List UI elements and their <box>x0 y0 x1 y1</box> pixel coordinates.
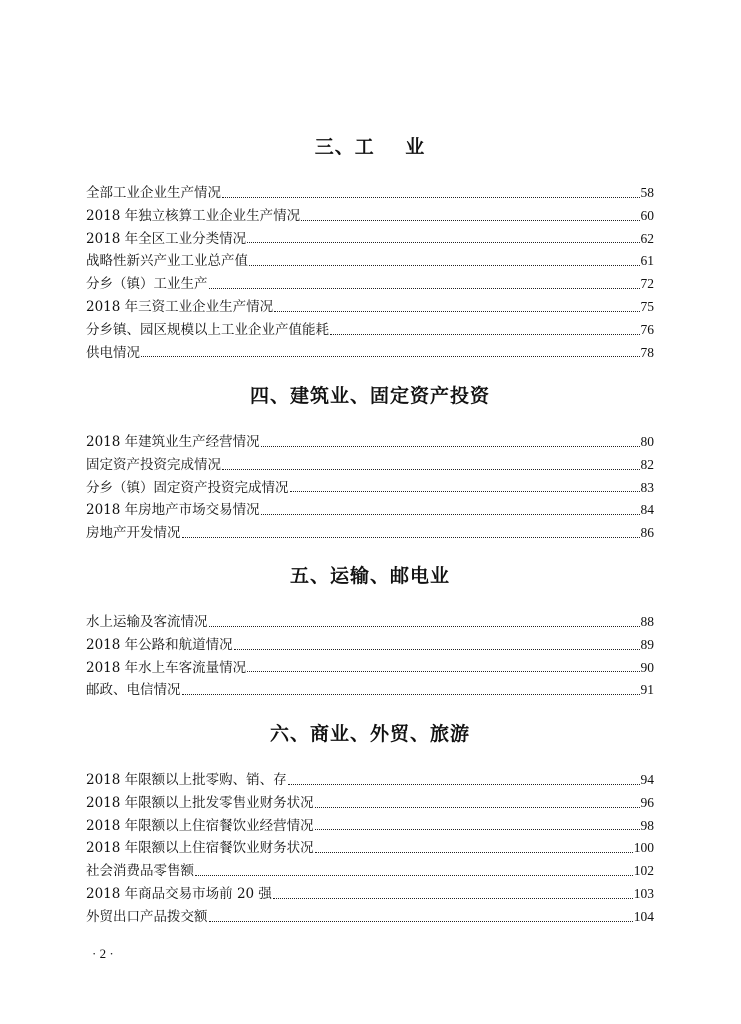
toc-entry-label: 房地产开发情况 <box>86 525 181 542</box>
page-number: · 2 · <box>92 946 114 961</box>
toc-entry-page: 100 <box>633 840 654 856</box>
toc-entry-label: 2018 年三资工业企业生产情况 <box>86 298 274 315</box>
toc-entry-label: 供电情况 <box>86 344 140 361</box>
dot-leader <box>234 649 640 650</box>
toc-entry-page: 94 <box>640 772 654 787</box>
dot-leader <box>261 446 640 447</box>
toc-entries <box>86 611 654 702</box>
toc-entry-label: 2018 年限额以上住宿餐饮业经营情况 <box>86 817 314 834</box>
toc-section-commerce <box>86 721 654 929</box>
dot-leader <box>315 829 640 830</box>
dot-leader <box>273 898 633 899</box>
toc-entry-page: 90 <box>640 659 654 675</box>
toc-entry-page: 89 <box>640 636 654 652</box>
dot-leader <box>288 784 640 785</box>
toc-entry-label: 2018 年限额以上住宿餐饮业财务状况 <box>86 840 314 857</box>
dot-leader <box>330 334 640 335</box>
dot-leader <box>222 469 640 470</box>
toc-entries <box>86 431 654 545</box>
dot-leader <box>315 807 640 808</box>
toc-entry-label: 外贸出口产品拨交额 <box>86 908 208 925</box>
toc-entry-page: 83 <box>640 479 654 495</box>
toc-entry[interactable] <box>86 657 654 680</box>
toc-entry[interactable] <box>86 522 654 545</box>
toc-entry-label: 2018 年建筑业生产经营情况 <box>86 434 260 450</box>
toc-entry-page: 103 <box>633 885 654 901</box>
dot-leader <box>182 537 640 538</box>
toc-entry[interactable] <box>86 319 654 342</box>
toc-entry-page: 88 <box>640 614 654 629</box>
toc-section-construction <box>86 383 654 545</box>
toc-entry[interactable] <box>86 454 654 477</box>
toc-entry-page: 62 <box>640 230 654 246</box>
toc-entry-page: 80 <box>640 434 654 449</box>
toc-entry-label: 分乡（镇）固定资产投资完成情况 <box>86 479 289 496</box>
toc-entry-label: 2018 年公路和航道情况 <box>86 636 233 653</box>
toc-entry[interactable] <box>86 906 654 929</box>
toc-entry[interactable] <box>86 611 654 634</box>
dot-leader <box>182 694 640 695</box>
toc-entry[interactable] <box>86 860 654 883</box>
toc-entry[interactable] <box>86 499 654 522</box>
toc-entry-page: 98 <box>640 817 654 833</box>
toc-entry-label: 全部工业企业生产情况 <box>86 185 221 201</box>
toc-entry[interactable] <box>86 679 654 702</box>
dot-leader <box>141 356 640 357</box>
dot-leader <box>209 921 633 922</box>
toc-entries <box>86 182 654 364</box>
toc-entry[interactable] <box>86 837 654 860</box>
dot-leader <box>247 242 639 243</box>
toc-entry-page: 104 <box>633 908 654 924</box>
toc-entry-label: 2018 年房地产市场交易情况 <box>86 502 260 519</box>
toc-entry[interactable] <box>86 815 654 838</box>
dot-leader <box>247 671 639 672</box>
toc-entry[interactable] <box>86 273 654 296</box>
toc-entry[interactable] <box>86 634 654 657</box>
toc-entry-page: 84 <box>640 502 654 518</box>
dot-leader <box>274 311 639 312</box>
toc-entries <box>86 769 654 929</box>
toc-entry[interactable] <box>86 296 654 319</box>
toc-entry[interactable] <box>86 342 654 365</box>
toc-entry[interactable] <box>86 883 654 906</box>
dot-leader <box>315 852 633 853</box>
toc-entry-page: 61 <box>640 253 654 269</box>
toc-entry-label: 固定资产投资完成情况 <box>86 456 221 473</box>
dot-leader <box>301 220 639 221</box>
toc-entry[interactable] <box>86 205 654 228</box>
toc-entry-page: 60 <box>640 207 654 223</box>
toc-section-transport <box>86 563 654 702</box>
section-title: 六、商业、外贸、旅游 <box>269 723 470 745</box>
dot-leader <box>222 197 640 198</box>
toc-entry[interactable] <box>86 228 654 251</box>
dot-leader <box>209 626 640 627</box>
dot-leader <box>261 514 640 515</box>
toc-entry-label: 2018 年限额以上批发零售业财务状况 <box>86 794 314 811</box>
toc-entry-label: 2018 年独立核算工业企业生产情况 <box>86 207 301 224</box>
toc-entry[interactable] <box>86 792 654 815</box>
dot-leader <box>249 265 640 266</box>
toc-entry-page: 91 <box>640 682 654 698</box>
toc-entry-label: 分乡镇、园区规模以上工业企业产值能耗 <box>86 321 329 338</box>
toc-entry[interactable] <box>86 769 654 792</box>
toc-entry-label: 社会消费品零售额 <box>86 863 194 880</box>
section-title: 三、工 业 <box>314 136 426 158</box>
toc-entry-page: 58 <box>640 185 654 200</box>
toc-entry-page: 76 <box>640 321 654 337</box>
dot-leader <box>195 875 633 876</box>
toc-entry-page: 86 <box>640 525 654 541</box>
dot-leader <box>209 288 640 289</box>
toc-entry-page: 75 <box>640 298 654 314</box>
toc-entry[interactable] <box>86 431 654 454</box>
section-title: 五、运输、邮电业 <box>289 565 450 587</box>
toc-entry-label: 2018 年水上车客流量情况 <box>86 659 247 676</box>
toc-entry-page: 96 <box>640 794 654 810</box>
toc-entry-page: 72 <box>640 276 654 292</box>
toc-entry-label: 2018 年限额以上批零购、销、存 <box>86 772 287 788</box>
toc-entry-label: 水上运输及客流情况 <box>86 614 208 630</box>
section-title: 四、建筑业、固定资产投资 <box>249 385 490 407</box>
toc-entry-page: 78 <box>640 344 654 360</box>
toc-entry-label: 2018 年全区工业分类情况 <box>86 230 247 247</box>
toc-entry-page: 102 <box>633 863 654 879</box>
toc-entry-label: 2018 年商品交易市场前 20 强 <box>86 885 272 902</box>
toc-section-industry <box>86 134 654 364</box>
toc-entry[interactable] <box>86 182 654 205</box>
toc-entry-label: 战略性新兴产业工业总产值 <box>86 253 248 270</box>
toc-entry[interactable] <box>86 250 654 273</box>
dot-leader <box>290 491 640 492</box>
toc-entry-label: 分乡（镇）工业生产 <box>86 276 208 293</box>
toc-entry[interactable] <box>86 477 654 500</box>
toc-entry-label: 邮政、电信情况 <box>86 682 181 699</box>
toc-entry-page: 82 <box>640 456 654 472</box>
